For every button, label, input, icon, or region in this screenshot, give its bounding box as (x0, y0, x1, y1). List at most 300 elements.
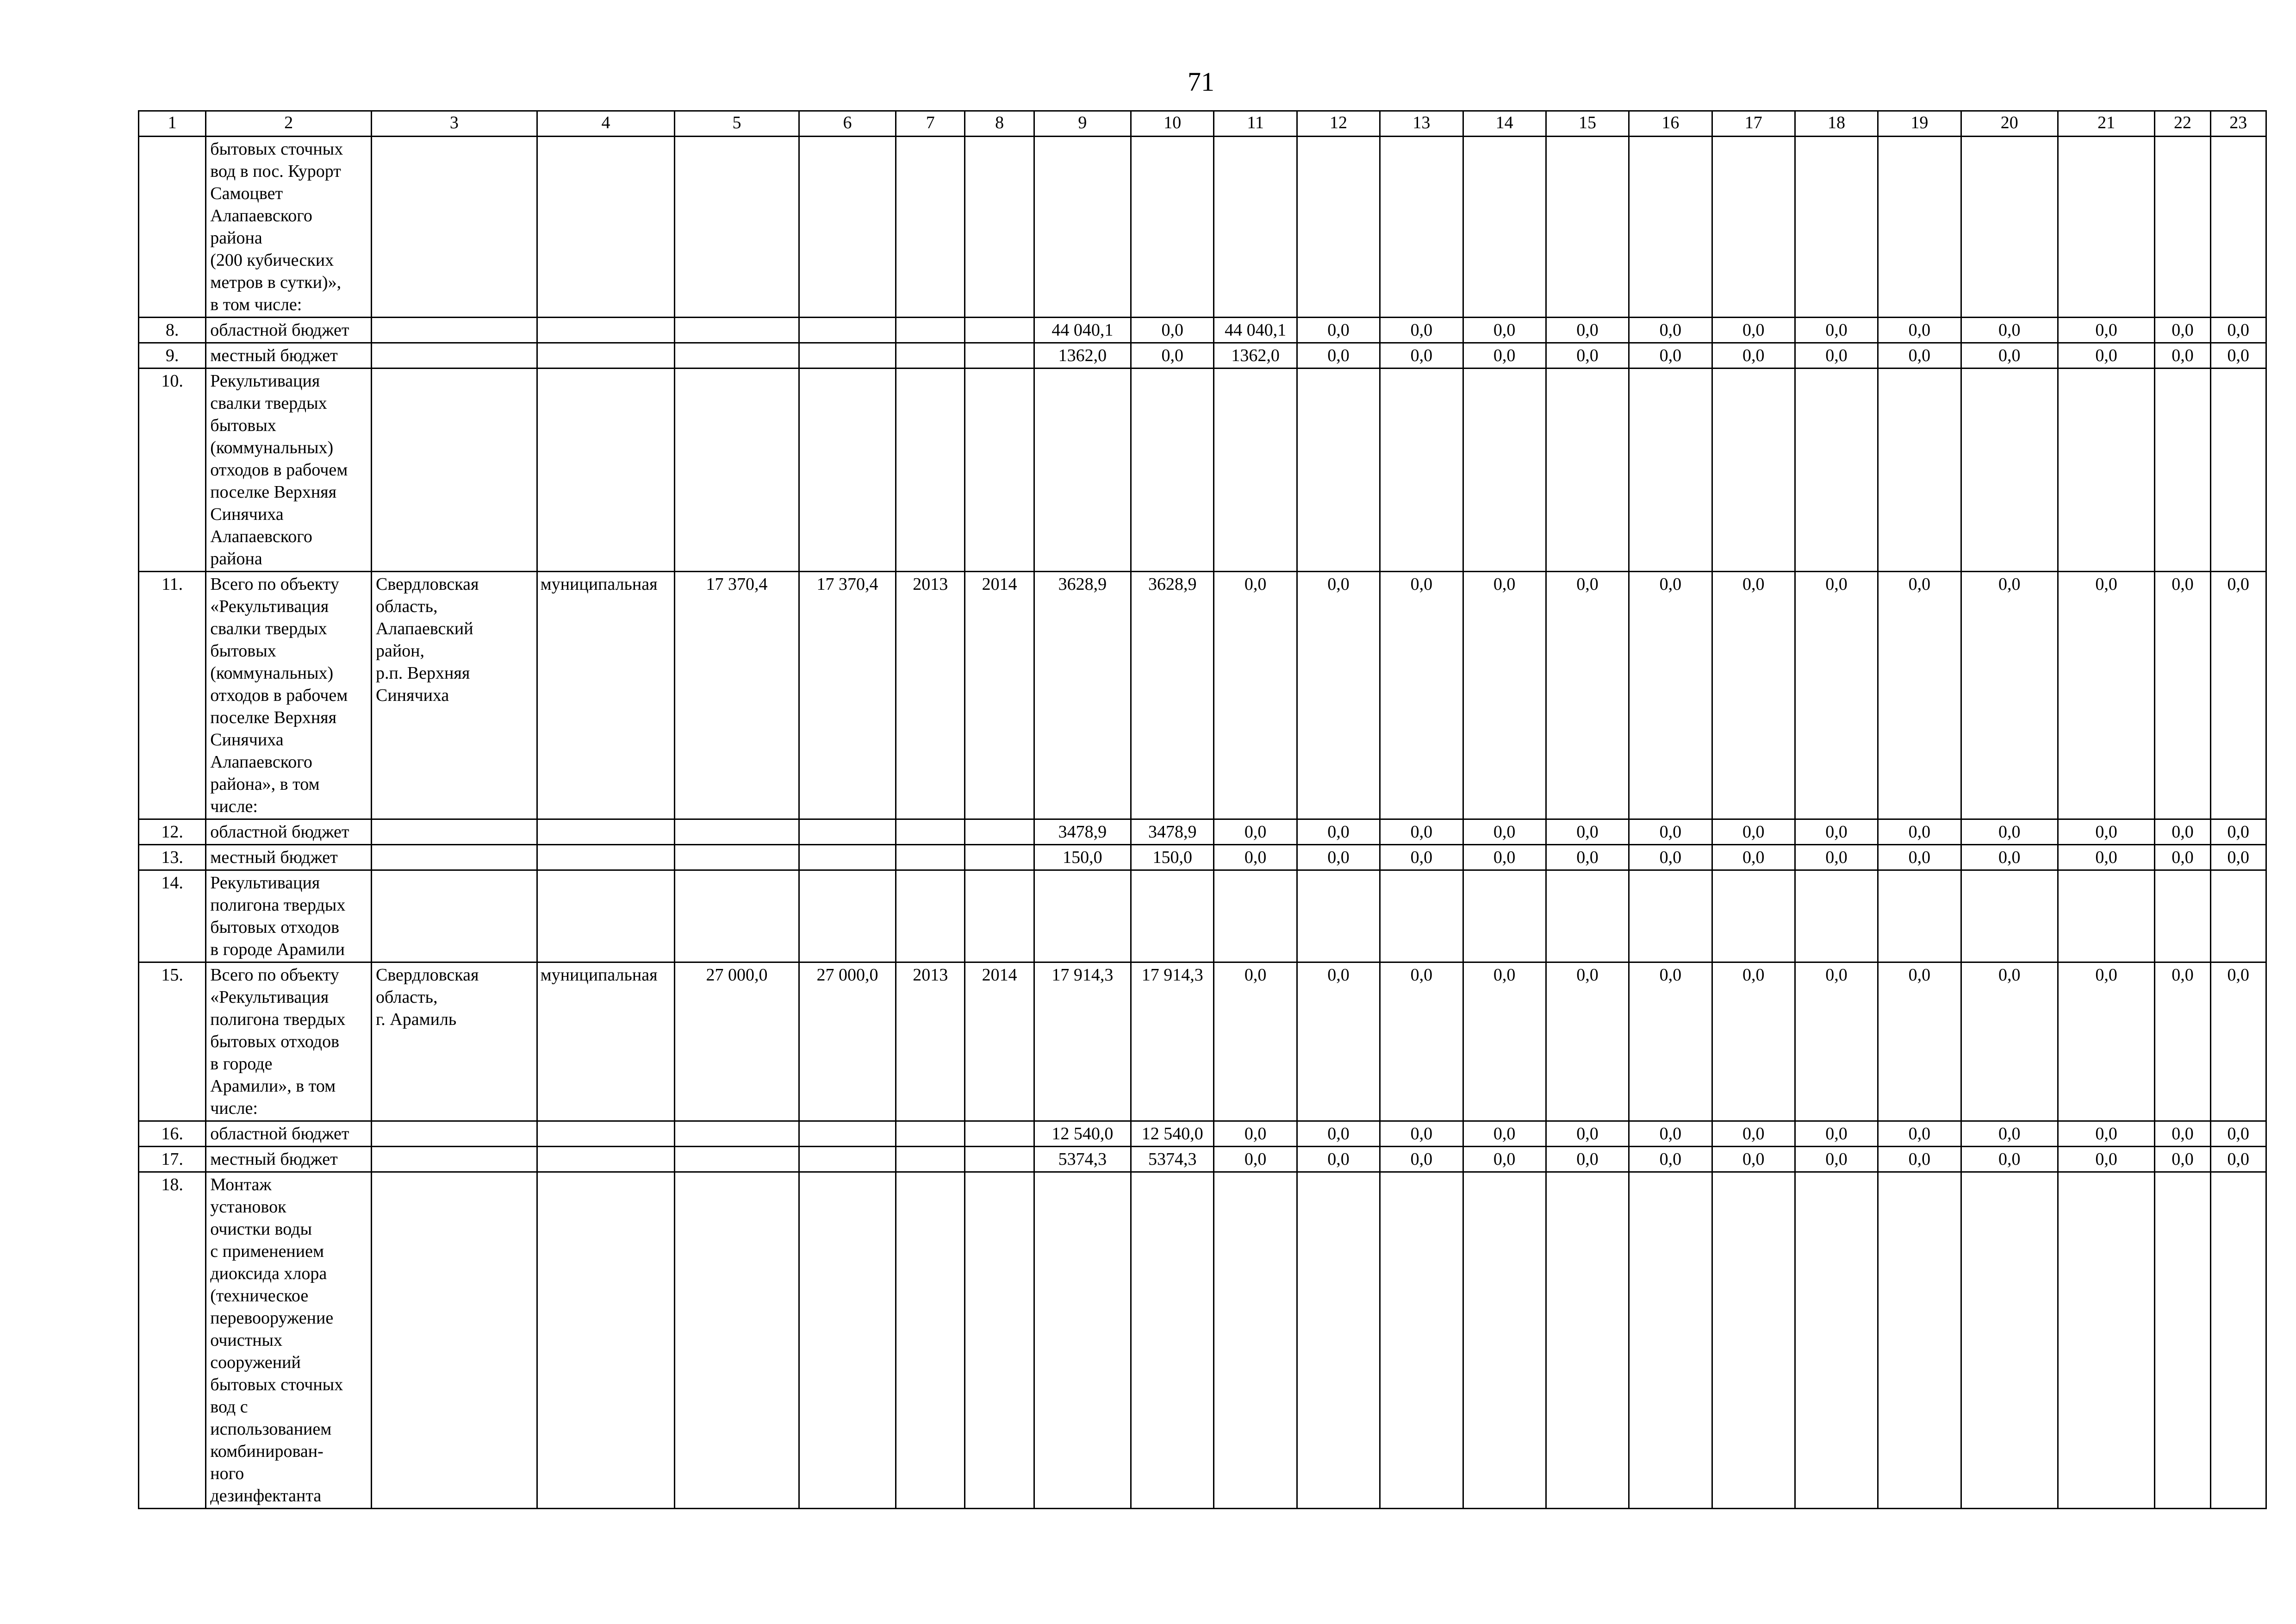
table-cell-col-13: 0,0 (1380, 1147, 1463, 1172)
table-cell-col-19: 0,0 (1878, 343, 1961, 369)
table-cell-col-7 (896, 1147, 965, 1172)
table-cell-col-6 (799, 870, 896, 962)
table-cell-col-3 (371, 318, 537, 343)
table-cell-col-22: 0,0 (2155, 845, 2210, 870)
column-header-5: 5 (675, 111, 799, 137)
column-header-23: 23 (2210, 111, 2266, 137)
table-cell-col-23: 0,0 (2210, 819, 2266, 845)
column-header-6: 6 (799, 111, 896, 137)
table-cell-col-5 (675, 318, 799, 343)
table-cell-col-17: 0,0 (1712, 572, 1795, 819)
table-cell-col-17: 0,0 (1712, 819, 1795, 845)
table-cell-col-12: 0,0 (1297, 343, 1380, 369)
table-cell-col-3 (371, 819, 537, 845)
table-cell-col-17: 0,0 (1712, 845, 1795, 870)
table-cell-col-9: 17 914,3 (1034, 962, 1131, 1121)
table-cell-col-23 (2210, 870, 2266, 962)
table-row (139, 819, 2266, 845)
table-cell-col-3 (371, 343, 537, 369)
table-cell-col-4: муниципальная (537, 962, 675, 1121)
table-cell-col-13: 0,0 (1380, 1121, 1463, 1147)
column-header-1: 1 (139, 111, 206, 137)
table-cell-col-13: 0,0 (1380, 819, 1463, 845)
column-header-20: 20 (1961, 111, 2058, 137)
table-cell-col-8 (965, 1121, 1034, 1147)
table-cell-col-9 (1034, 1172, 1131, 1509)
table-cell-col-16: 0,0 (1629, 819, 1712, 845)
table-cell-col-7 (896, 1172, 965, 1509)
table-cell-col-4 (537, 1121, 675, 1147)
table-cell-col-7 (896, 819, 965, 845)
table-cell-col-12 (1297, 1172, 1380, 1509)
table-cell-col-2: областной бюджет (206, 318, 372, 343)
table-cell-col-17 (1712, 1172, 1795, 1509)
table-cell-col-16: 0,0 (1629, 962, 1712, 1121)
table-cell-col-12: 0,0 (1297, 845, 1380, 870)
table-cell-col-10: 3628,9 (1131, 572, 1214, 819)
table-cell-col-6 (799, 845, 896, 870)
table-cell-col-17: 0,0 (1712, 318, 1795, 343)
column-header-17: 17 (1712, 111, 1795, 137)
table-cell-col-16 (1629, 1172, 1712, 1509)
table-cell-col-6 (799, 1172, 896, 1509)
table-cell-col-22: 0,0 (2155, 819, 2210, 845)
table-cell-col-3 (371, 1121, 537, 1147)
table-cell-col-11: 0,0 (1214, 1147, 1297, 1172)
table-cell-col-12 (1297, 369, 1380, 572)
table-cell-col-6 (799, 343, 896, 369)
table-cell-col-7 (896, 369, 965, 572)
table-cell-col-7 (896, 1121, 965, 1147)
table-cell-col-10: 12 540,0 (1131, 1121, 1214, 1147)
table-cell-col-7 (896, 870, 965, 962)
table-cell-col-3 (371, 1147, 537, 1172)
table-cell-col-15: 0,0 (1546, 343, 1629, 369)
table-cell-col-6: 17 370,4 (799, 572, 896, 819)
table-cell-col-21: 0,0 (2058, 572, 2154, 819)
table-cell-col-10: 150,0 (1131, 845, 1214, 870)
table-cell-col-23 (2210, 1172, 2266, 1509)
column-header-12: 12 (1297, 111, 1380, 137)
table-cell-col-4 (537, 870, 675, 962)
table-cell-col-14 (1463, 137, 1546, 318)
table-cell-col-4 (537, 318, 675, 343)
table-cell-col-5 (675, 819, 799, 845)
table-cell-col-13: 0,0 (1380, 962, 1463, 1121)
table-cell-col-22: 0,0 (2155, 962, 2210, 1121)
table-cell-col-21: 0,0 (2058, 318, 2154, 343)
table-cell-col-2: бытовых сточных вод в пос. Курорт Самоцвет Алапаевского района (200 кубических метров в сутки)», в том числе: (206, 137, 372, 318)
table-cell-col-12: 0,0 (1297, 819, 1380, 845)
table-cell-col-4: муниципальная (537, 572, 675, 819)
table-cell-col-8 (965, 369, 1034, 572)
table-cell-col-18: 0,0 (1795, 962, 1878, 1121)
table-cell-col-17: 0,0 (1712, 1121, 1795, 1147)
table-cell-col-5: 27 000,0 (675, 962, 799, 1121)
table-cell-col-15: 0,0 (1546, 1147, 1629, 1172)
table-cell-col-2: местный бюджет (206, 343, 372, 369)
table-cell-col-18: 0,0 (1795, 343, 1878, 369)
table-cell-col-21: 0,0 (2058, 819, 2154, 845)
table-cell-col-20: 0,0 (1961, 572, 2058, 819)
table-cell-col-7 (896, 343, 965, 369)
table-cell-col-22 (2155, 1172, 2210, 1509)
table-cell-col-4 (537, 343, 675, 369)
table-cell-col-11: 0,0 (1214, 1121, 1297, 1147)
table-cell-col-19 (1878, 137, 1961, 318)
table-cell-col-22: 0,0 (2155, 1147, 2210, 1172)
table-cell-col-15 (1546, 137, 1629, 318)
table-cell-col-8 (965, 1147, 1034, 1172)
table-cell-col-15 (1546, 369, 1629, 572)
table-cell-col-5 (675, 845, 799, 870)
table-cell-col-5 (675, 137, 799, 318)
table-cell-col-1: 17. (139, 1147, 206, 1172)
table-cell-col-4 (537, 1147, 675, 1172)
table-cell-col-16 (1629, 137, 1712, 318)
table-cell-col-16: 0,0 (1629, 343, 1712, 369)
table-cell-col-7 (896, 137, 965, 318)
table-cell-col-3: Свердловская область, г. Арамиль (371, 962, 537, 1121)
table-cell-col-1 (139, 137, 206, 318)
table-cell-col-23 (2210, 369, 2266, 572)
table-cell-col-21: 0,0 (2058, 962, 2154, 1121)
table-cell-col-11: 0,0 (1214, 845, 1297, 870)
table-cell-col-21 (2058, 369, 2154, 572)
table-cell-col-5 (675, 1147, 799, 1172)
table-cell-col-15: 0,0 (1546, 819, 1629, 845)
table-cell-col-15 (1546, 870, 1629, 962)
table-cell-col-13: 0,0 (1380, 343, 1463, 369)
column-number-header-row (139, 111, 2266, 137)
table-cell-col-11: 0,0 (1214, 962, 1297, 1121)
table-cell-col-10: 3478,9 (1131, 819, 1214, 845)
column-header-19: 19 (1878, 111, 1961, 137)
table-cell-col-15 (1546, 1172, 1629, 1509)
table-cell-col-9 (1034, 870, 1131, 962)
table-row (139, 962, 2266, 1121)
table-cell-col-12: 0,0 (1297, 318, 1380, 343)
table-cell-col-12: 0,0 (1297, 572, 1380, 819)
table-cell-col-22: 0,0 (2155, 318, 2210, 343)
table-cell-col-5: 17 370,4 (675, 572, 799, 819)
table-cell-col-6 (799, 1121, 896, 1147)
table-cell-col-9 (1034, 369, 1131, 572)
table-cell-col-8 (965, 1172, 1034, 1509)
table-cell-col-19 (1878, 870, 1961, 962)
table-cell-col-11: 0,0 (1214, 572, 1297, 819)
table-cell-col-20 (1961, 137, 2058, 318)
table-cell-col-10 (1131, 137, 1214, 318)
table-cell-col-18 (1795, 870, 1878, 962)
table-cell-col-3: Свердловская область, Алапаевский район, р.п. Верхняя Синячиха (371, 572, 537, 819)
table-cell-col-1: 18. (139, 1172, 206, 1509)
table-cell-col-11 (1214, 870, 1297, 962)
page-number: 71 (1188, 67, 1214, 97)
table-cell-col-1: 11. (139, 572, 206, 819)
table-cell-col-10: 5374,3 (1131, 1147, 1214, 1172)
table-cell-col-2: Всего по объекту «Рекультивация свалки твердых бытовых (коммунальных) отходов в рабочем поселке Верхняя Синячиха Алапаевского района», в том числе: (206, 572, 372, 819)
table-cell-col-23: 0,0 (2210, 318, 2266, 343)
table-cell-col-16: 0,0 (1629, 572, 1712, 819)
table-cell-col-22: 0,0 (2155, 572, 2210, 819)
table-cell-col-3 (371, 845, 537, 870)
table-cell-col-3 (371, 1172, 537, 1509)
table-cell-col-1: 16. (139, 1121, 206, 1147)
table-cell-col-8 (965, 870, 1034, 962)
table-cell-col-6 (799, 1147, 896, 1172)
table-row (139, 318, 2266, 343)
table-cell-col-10 (1131, 1172, 1214, 1509)
table-cell-col-8 (965, 318, 1034, 343)
table-cell-col-13: 0,0 (1380, 845, 1463, 870)
table-cell-col-14: 0,0 (1463, 819, 1546, 845)
table-cell-col-2: областной бюджет (206, 1121, 372, 1147)
table-cell-col-23: 0,0 (2210, 572, 2266, 819)
table-cell-col-22: 0,0 (2155, 1121, 2210, 1147)
table-cell-col-19: 0,0 (1878, 318, 1961, 343)
column-header-9: 9 (1034, 111, 1131, 137)
table-cell-col-3 (371, 870, 537, 962)
table-cell-col-12 (1297, 137, 1380, 318)
table-cell-col-14: 0,0 (1463, 572, 1546, 819)
table-cell-col-21 (2058, 870, 2154, 962)
table-cell-col-15: 0,0 (1546, 572, 1629, 819)
table-cell-col-17 (1712, 369, 1795, 572)
table-cell-col-6 (799, 318, 896, 343)
table-cell-col-12: 0,0 (1297, 962, 1380, 1121)
table-cell-col-14 (1463, 369, 1546, 572)
column-header-22: 22 (2155, 111, 2210, 137)
column-header-18: 18 (1795, 111, 1878, 137)
table-row (139, 1172, 2266, 1509)
budget-table (138, 110, 2267, 1509)
table-cell-col-4 (537, 819, 675, 845)
table-cell-col-2: местный бюджет (206, 845, 372, 870)
table-cell-col-11 (1214, 137, 1297, 318)
table-cell-col-17: 0,0 (1712, 1147, 1795, 1172)
table-row (139, 369, 2266, 572)
table-cell-col-8 (965, 819, 1034, 845)
table-cell-col-1: 15. (139, 962, 206, 1121)
table-cell-col-23: 0,0 (2210, 343, 2266, 369)
table-cell-col-21: 0,0 (2058, 1147, 2154, 1172)
table-cell-col-14: 0,0 (1463, 318, 1546, 343)
table-cell-col-14: 0,0 (1463, 343, 1546, 369)
table-cell-col-14: 0,0 (1463, 962, 1546, 1121)
table-cell-col-19: 0,0 (1878, 819, 1961, 845)
table-cell-col-8: 2014 (965, 572, 1034, 819)
table-cell-col-6 (799, 137, 896, 318)
table-cell-col-14: 0,0 (1463, 1147, 1546, 1172)
table-cell-col-14: 0,0 (1463, 845, 1546, 870)
table-cell-col-18: 0,0 (1795, 1121, 1878, 1147)
table-row (139, 572, 2266, 819)
table-cell-col-11 (1214, 1172, 1297, 1509)
table-cell-col-18 (1795, 1172, 1878, 1509)
table-cell-col-12 (1297, 870, 1380, 962)
table-cell-col-5 (675, 369, 799, 572)
table-cell-col-20 (1961, 1172, 2058, 1509)
table-cell-col-20: 0,0 (1961, 962, 2058, 1121)
table-cell-col-21: 0,0 (2058, 845, 2154, 870)
table-cell-col-19 (1878, 369, 1961, 572)
table-cell-col-10 (1131, 870, 1214, 962)
table-cell-col-22 (2155, 137, 2210, 318)
column-header-13: 13 (1380, 111, 1463, 137)
table-cell-col-20: 0,0 (1961, 1147, 2058, 1172)
table-cell-col-19: 0,0 (1878, 1121, 1961, 1147)
table-row (139, 1121, 2266, 1147)
table-cell-col-3 (371, 137, 537, 318)
column-header-14: 14 (1463, 111, 1546, 137)
table-cell-col-2: областной бюджет (206, 819, 372, 845)
column-header-10: 10 (1131, 111, 1214, 137)
table-cell-col-13 (1380, 369, 1463, 572)
table-cell-col-12: 0,0 (1297, 1147, 1380, 1172)
table-cell-col-17 (1712, 870, 1795, 962)
table-cell-col-16: 0,0 (1629, 1121, 1712, 1147)
column-header-3: 3 (371, 111, 537, 137)
table-row (139, 343, 2266, 369)
table-cell-col-18: 0,0 (1795, 845, 1878, 870)
table-cell-col-9: 3628,9 (1034, 572, 1131, 819)
table-cell-col-14 (1463, 870, 1546, 962)
table-cell-col-7: 2013 (896, 962, 965, 1121)
table-cell-col-20: 0,0 (1961, 845, 2058, 870)
table-cell-col-5 (675, 1172, 799, 1509)
table-cell-col-10 (1131, 369, 1214, 572)
table-cell-col-16: 0,0 (1629, 845, 1712, 870)
table-cell-col-1: 12. (139, 819, 206, 845)
table-cell-col-10: 0,0 (1131, 343, 1214, 369)
table-cell-col-5 (675, 343, 799, 369)
column-header-7: 7 (896, 111, 965, 137)
table-cell-col-10: 17 914,3 (1131, 962, 1214, 1121)
table-cell-col-5 (675, 1121, 799, 1147)
table-cell-col-9: 5374,3 (1034, 1147, 1131, 1172)
column-header-16: 16 (1629, 111, 1712, 137)
table-row (139, 1147, 2266, 1172)
table-row (139, 870, 2266, 962)
table-cell-col-13 (1380, 1172, 1463, 1509)
column-header-2: 2 (206, 111, 372, 137)
table-cell-col-13: 0,0 (1380, 572, 1463, 819)
table-cell-col-17: 0,0 (1712, 343, 1795, 369)
table-cell-col-20: 0,0 (1961, 819, 2058, 845)
table-cell-col-1: 9. (139, 343, 206, 369)
table-cell-col-16: 0,0 (1629, 318, 1712, 343)
table-cell-col-23 (2210, 137, 2266, 318)
table-cell-col-17 (1712, 137, 1795, 318)
table-cell-col-9: 3478,9 (1034, 819, 1131, 845)
table-cell-col-15: 0,0 (1546, 845, 1629, 870)
table-cell-col-16: 0,0 (1629, 1147, 1712, 1172)
table-cell-col-4 (537, 1172, 675, 1509)
table-cell-col-14 (1463, 1172, 1546, 1509)
table-cell-col-13: 0,0 (1380, 318, 1463, 343)
table-cell-col-1: 13. (139, 845, 206, 870)
table-cell-col-1: 8. (139, 318, 206, 343)
table-cell-col-7 (896, 845, 965, 870)
table-cell-col-18: 0,0 (1795, 819, 1878, 845)
table-cell-col-21 (2058, 1172, 2154, 1509)
table-cell-col-8: 2014 (965, 962, 1034, 1121)
table-cell-col-22 (2155, 369, 2210, 572)
table-cell-col-13 (1380, 870, 1463, 962)
table-row (139, 137, 2266, 318)
table-cell-col-18: 0,0 (1795, 318, 1878, 343)
table-cell-col-8 (965, 137, 1034, 318)
table-cell-col-7 (896, 318, 965, 343)
table-cell-col-20: 0,0 (1961, 1121, 2058, 1147)
table-cell-col-19: 0,0 (1878, 572, 1961, 819)
table-cell-col-23: 0,0 (2210, 1121, 2266, 1147)
table-cell-col-2: Всего по объекту «Рекультивация полигона твердых бытовых отходов в городе Арамили», в том числе: (206, 962, 372, 1121)
table-cell-col-16 (1629, 369, 1712, 572)
table-cell-col-13 (1380, 137, 1463, 318)
table-cell-col-3 (371, 369, 537, 572)
table-cell-col-20 (1961, 870, 2058, 962)
table-cell-col-23: 0,0 (2210, 962, 2266, 1121)
table-cell-col-18: 0,0 (1795, 1147, 1878, 1172)
table-cell-col-21: 0,0 (2058, 343, 2154, 369)
table-cell-col-20 (1961, 369, 2058, 572)
table-cell-col-2: местный бюджет (206, 1147, 372, 1172)
table-cell-col-18 (1795, 369, 1878, 572)
column-header-21: 21 (2058, 111, 2154, 137)
table-cell-col-6: 27 000,0 (799, 962, 896, 1121)
table-cell-col-2: Рекультивация полигона твердых бытовых отходов в городе Арамили (206, 870, 372, 962)
table-cell-col-22 (2155, 870, 2210, 962)
table-row (139, 845, 2266, 870)
column-header-8: 8 (965, 111, 1034, 137)
table-cell-col-1: 14. (139, 870, 206, 962)
column-header-11: 11 (1214, 111, 1297, 137)
table-cell-col-18: 0,0 (1795, 572, 1878, 819)
table-cell-col-14: 0,0 (1463, 1121, 1546, 1147)
table-cell-col-11 (1214, 369, 1297, 572)
table-cell-col-16 (1629, 870, 1712, 962)
table-cell-col-20: 0,0 (1961, 343, 2058, 369)
table-cell-col-9: 150,0 (1034, 845, 1131, 870)
table-cell-col-10: 0,0 (1131, 318, 1214, 343)
table-cell-col-22: 0,0 (2155, 343, 2210, 369)
table-cell-col-18 (1795, 137, 1878, 318)
table-cell-col-19: 0,0 (1878, 845, 1961, 870)
table-cell-col-23: 0,0 (2210, 845, 2266, 870)
table-cell-col-11: 44 040,1 (1214, 318, 1297, 343)
table-cell-col-21: 0,0 (2058, 1121, 2154, 1147)
table-cell-col-15: 0,0 (1546, 318, 1629, 343)
table-cell-col-8 (965, 343, 1034, 369)
table-cell-col-12: 0,0 (1297, 1121, 1380, 1147)
table-cell-col-15: 0,0 (1546, 1121, 1629, 1147)
table-cell-col-11: 1362,0 (1214, 343, 1297, 369)
table-cell-col-19 (1878, 1172, 1961, 1509)
table-cell-col-19: 0,0 (1878, 962, 1961, 1121)
table-cell-col-4 (537, 369, 675, 572)
table-cell-col-9: 12 540,0 (1034, 1121, 1131, 1147)
table-cell-col-2: Монтаж установок очистки воды с применением диоксида хлора (техническое перевооружение очистных сооружений бытовых сточных вод с использованием комбинирован- ного дезинфектанта (206, 1172, 372, 1509)
table-cell-col-9: 1362,0 (1034, 343, 1131, 369)
table-cell-col-11: 0,0 (1214, 819, 1297, 845)
table-cell-col-8 (965, 845, 1034, 870)
table-cell-col-19: 0,0 (1878, 1147, 1961, 1172)
table-cell-col-2: Рекультивация свалки твердых бытовых (коммунальных) отходов в рабочем поселке Верхняя Синячиха Алапаевского района (206, 369, 372, 572)
table-cell-col-5 (675, 870, 799, 962)
table-cell-col-7: 2013 (896, 572, 965, 819)
